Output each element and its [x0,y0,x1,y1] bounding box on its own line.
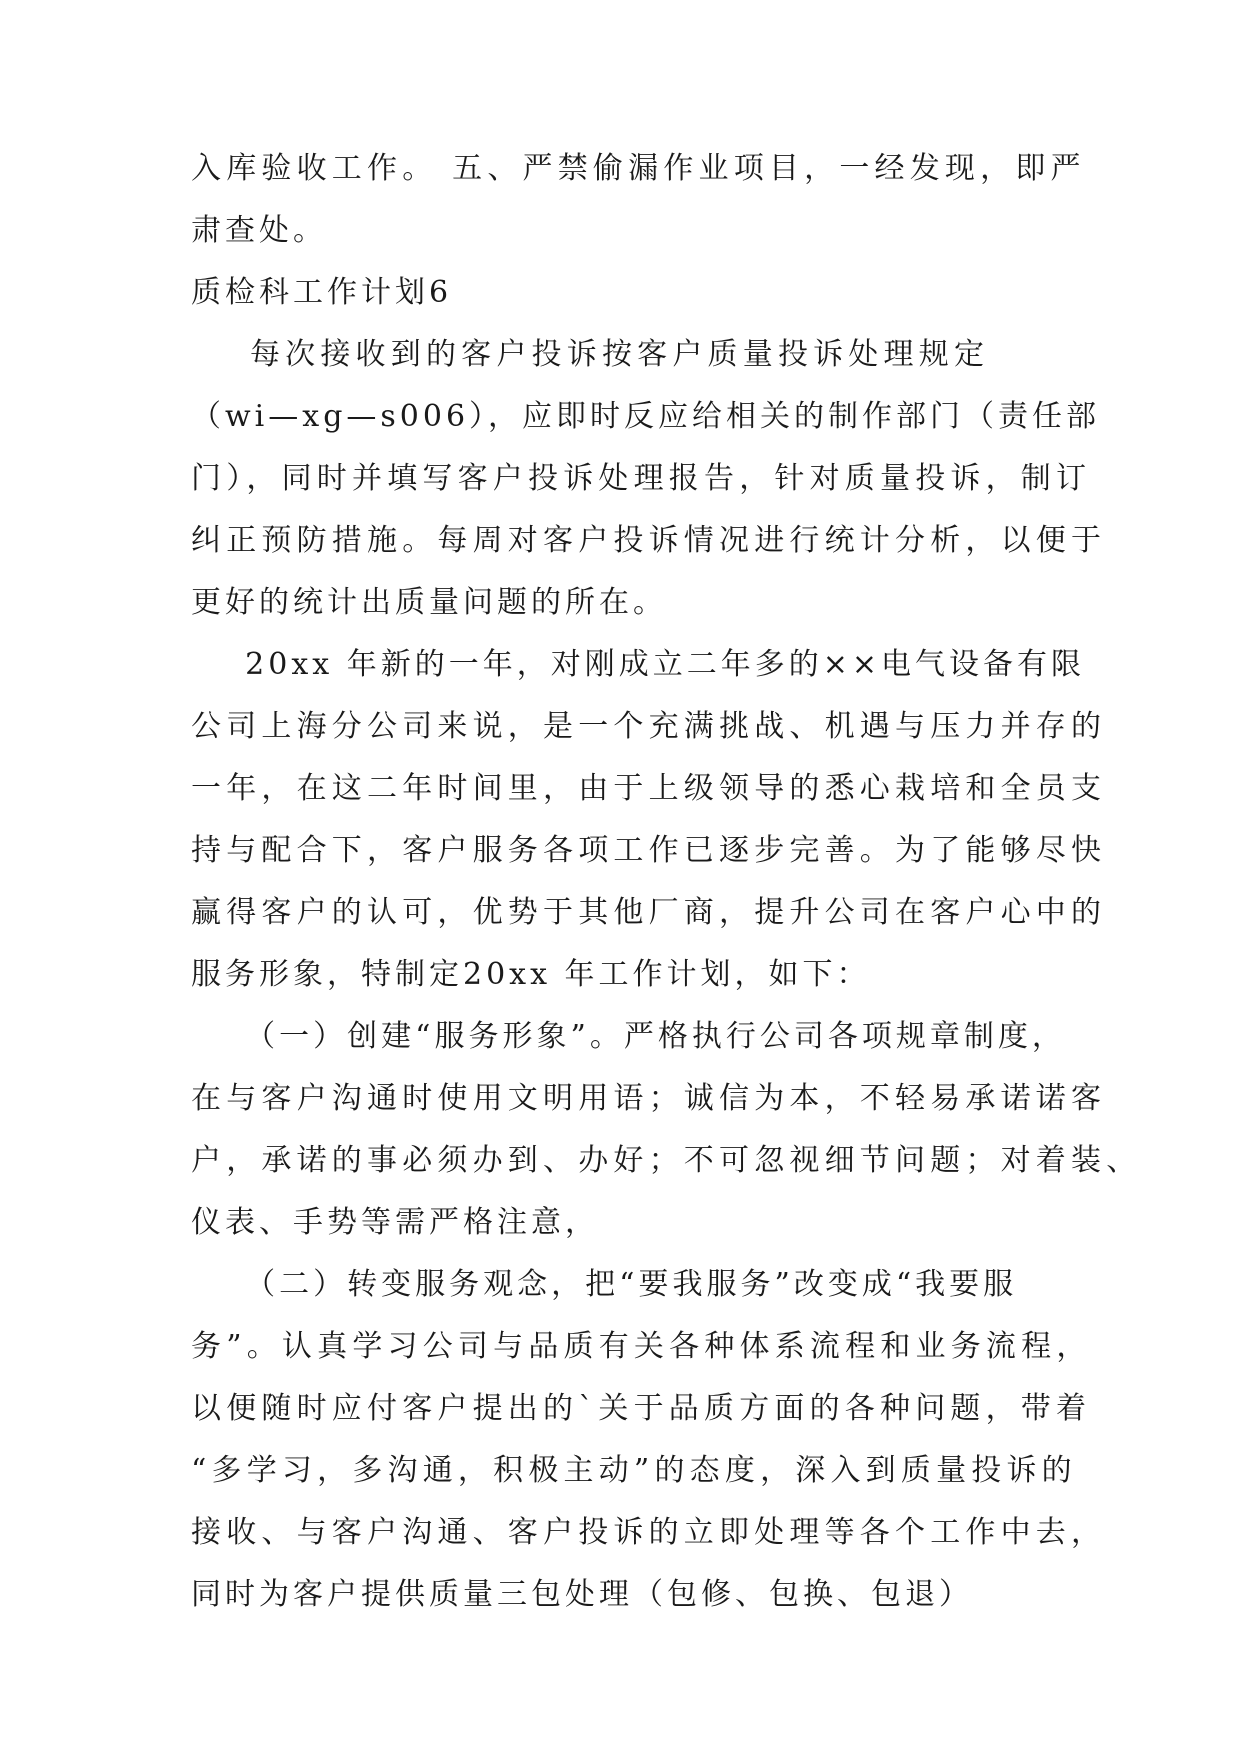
text-line: 服务形象，特制定20xx 年工作计划，如下： [191,957,871,992]
text-line: 公司上海分公司来说，是一个充满挑战、机遇与压力并存的 [191,709,1107,744]
text-line: 户，承诺的事必须办到、办好；不可忽视细节问题；对着装、 [191,1143,1142,1178]
text-line: “多学习，多沟通，积极主动”的态度，深入到质量投诉的 [191,1453,1077,1488]
section-heading: 质检科工作计划6 [191,275,453,310]
text-line: 在与客户沟通时使用文明用语；诚信为本，不轻易承诺诺客 [191,1081,1107,1116]
text-line: 一年，在这二年时间里，由于上级领导的悉心栽培和全员支 [191,771,1107,806]
text-line: 门），同时并填写客户投诉处理报告，针对质量投诉，制订 [191,461,1092,496]
text-line: 接收、与客户沟通、客户投诉的立即处理等各个工作中去， [191,1515,1107,1550]
text-line: 同时为客户提供质量三包处理（包修、包换、包退） [191,1577,973,1612]
text-line: 赢得客户的认可，优势于其他厂商，提升公司在客户心中的 [191,895,1107,930]
text-line: 入库验收工作。 五、严禁偷漏作业项目，一经发现，即严 [191,151,1086,186]
text-line: 肃查处。 [191,213,327,248]
text-line: 持与配合下，客户服务各项工作已逐步完善。为了能够尽快 [191,833,1107,868]
text-line: 仪表、手势等需严格注意， [191,1205,599,1240]
text-line: 每次接收到的客户投诉按客户质量投诉处理规定 [191,337,990,372]
text-line: 更好的统计出质量问题的所在。 [191,585,667,620]
text-line: （一）创建“服务形象”。严格执行公司各项规章制度， [191,1019,1066,1054]
text-line: （二）转变服务观念，把“要我服务”改变成“我要服 [191,1267,1018,1302]
text-line: 纠正预防措施。每周对客户投诉情况进行统计分析，以便于 [191,523,1107,558]
text-line: 20xx 年新的一年，对刚成立二年多的××电气设备有限 [191,647,1085,682]
text-line: 务”。认真学习公司与品质有关各种体系流程和业务流程， [191,1329,1092,1364]
text-line: 以便随时应付客户提出的`关于品质方面的各种问题，带着 [191,1391,1092,1426]
text-line: （wi—xg—s006），应即时反应给相关的制作部门（责任部 [191,399,1101,434]
